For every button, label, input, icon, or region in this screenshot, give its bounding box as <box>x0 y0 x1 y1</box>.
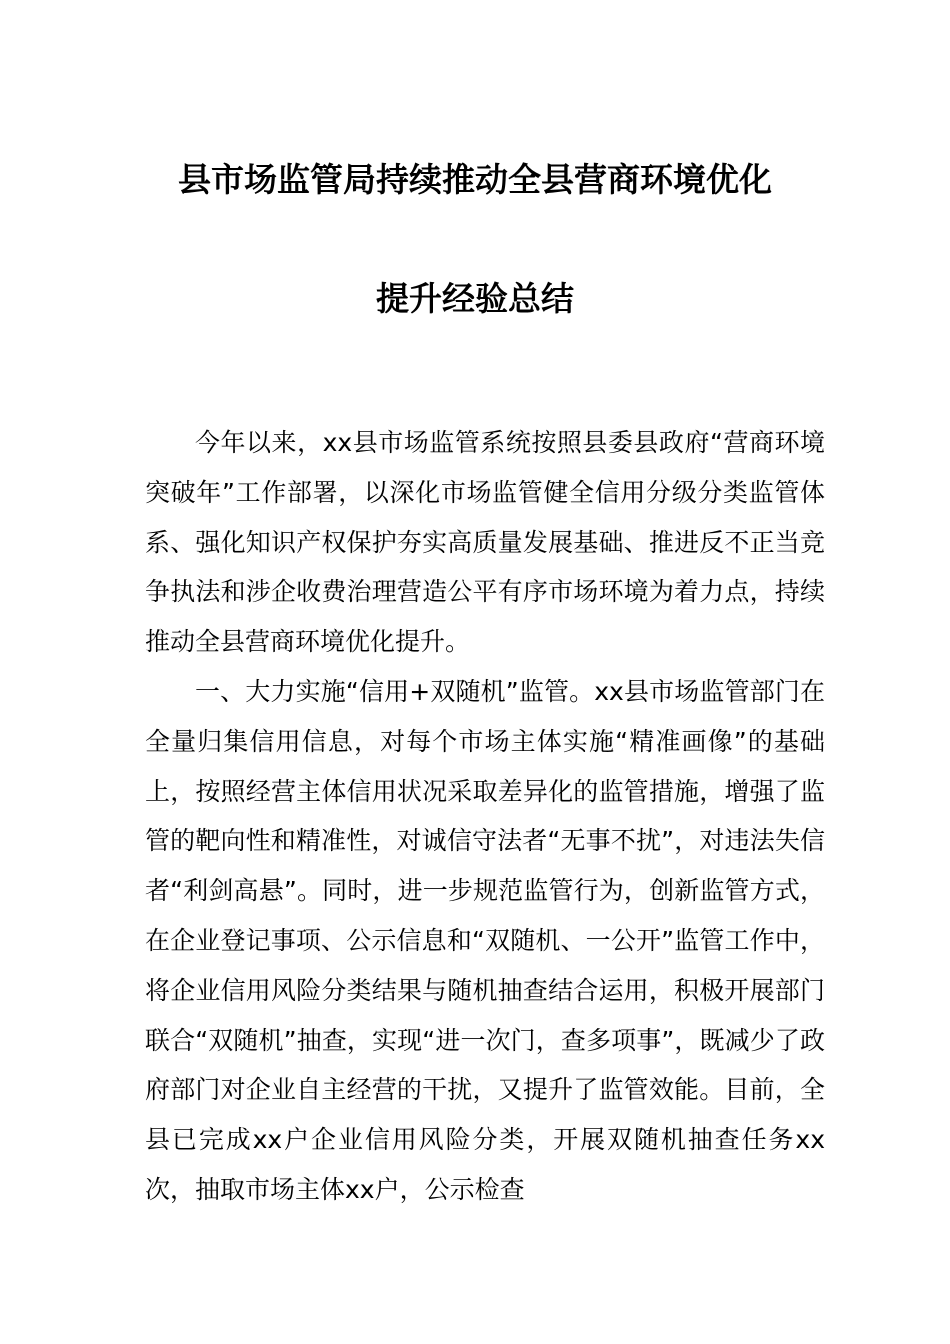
document-title-line-1: 县市场监管局持续推动全县营商环境优化 <box>178 160 772 199</box>
paragraph-section-1: 一、大力实施“信用+双随机”监管。xx县市场监管部门在全量归集信用信息，对每个市场主体实施“精准画像”的基础上，按照经营主体信用状况采取差异化的监管措施，增强了监管的靶向性和精准性，对诚信守法者“无事不扰”，对违法失信者“利剑高悬”。同时，进一步规范监管行为，创新监管方式，在企业登记事项、公示信息和“双随机、一公开”监管工作中，将企业信用风险分类结果与随机抽查结合运用，积极开展部门联合“双随机”抽查，实现“进一次门，查多项事”，既减少了政府部门对企业自主经营的干扰，又提升了监管效能。目前，全县已完成xx户企业信用风险分类，开展双随机抽查任务xx次，抽取市场主体xx户，公示检查 <box>145 676 825 1204</box>
document-body <box>145 418 825 1215</box>
document-title-line-2: 提升经验总结 <box>376 279 574 318</box>
paragraph-intro: 今年以来，xx县市场监管系统按照县委县政府“营商环境突破年”工作部署，以深化市场监管健全信用分级分类监管体系、强化知识产权保护夯实高质量发展基础、推进反不正当竞争执法和涉企收费治理营造公平有序市场环境为着力点，持续推动全县营商环境优化提升。 <box>145 428 825 657</box>
